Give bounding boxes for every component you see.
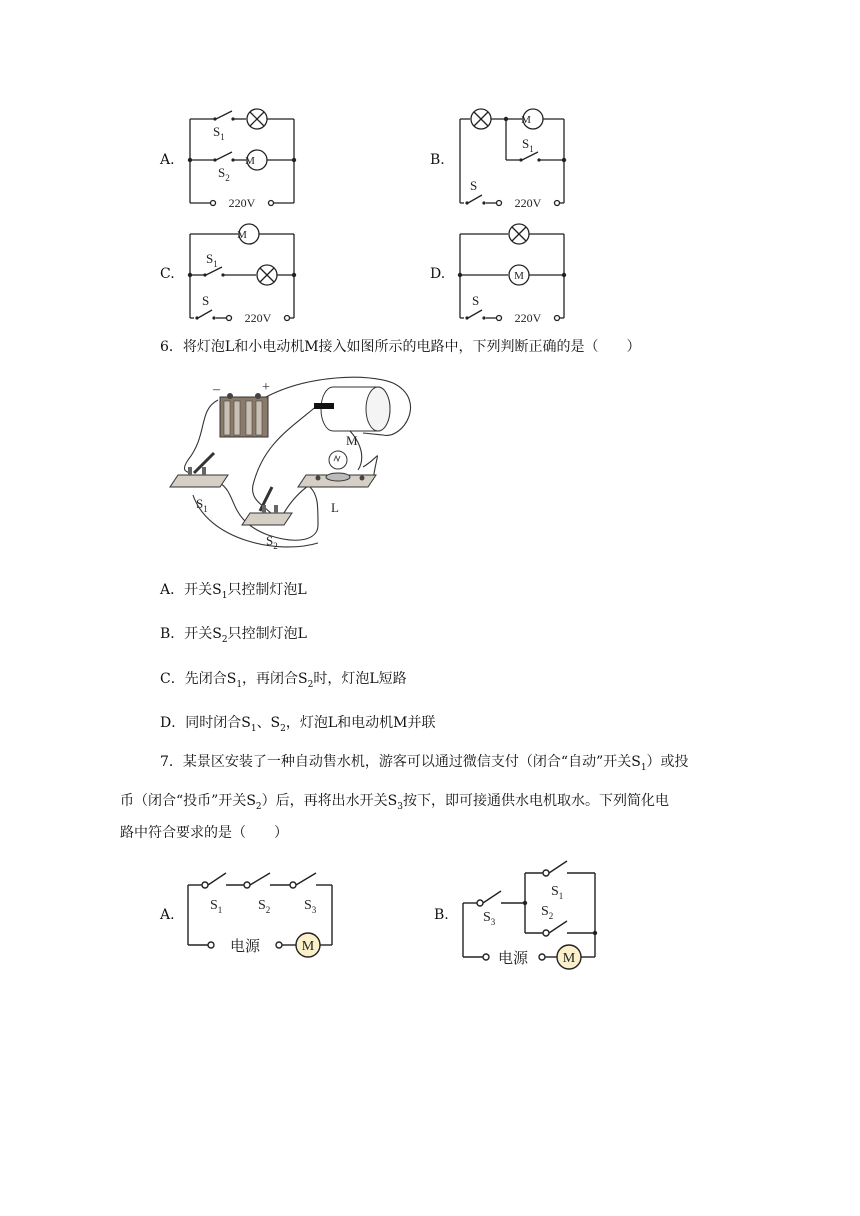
switch-s1-icon xyxy=(170,453,228,487)
switch-s-label: S xyxy=(470,178,478,193)
option-subscript: 1 xyxy=(250,723,257,734)
switch-s1-label: $S_1$ xyxy=(210,898,223,915)
circuit-diagram-a xyxy=(180,105,310,217)
option-subscript: 2 xyxy=(221,634,228,645)
option-text: C．先闭合S xyxy=(160,671,237,687)
question-7-stem-line1: 7．某景区安装了一种自动售水机，游客可以通过微信支付（闭合“自动”开关$S_1$）或投 xyxy=(160,754,689,773)
option-subscript: 2 xyxy=(307,679,314,690)
voltage-label: 220V xyxy=(514,311,542,325)
battery-icon xyxy=(220,393,268,437)
option-subscript: 2 xyxy=(280,723,286,734)
q6-option-a[interactable] xyxy=(160,580,307,606)
option-letter: A. xyxy=(160,907,175,923)
option-letter: D. xyxy=(430,266,446,282)
q6-option-c[interactable] xyxy=(160,669,407,695)
switch-s1-label: $S_1$ xyxy=(551,884,564,901)
voltage-label: 220V xyxy=(514,196,542,210)
switch-s1-label: $S_1$ xyxy=(206,251,218,269)
option-letter: C. xyxy=(160,266,175,282)
circuit-diagram-b xyxy=(450,105,580,217)
circuit-diagram-c xyxy=(180,220,310,332)
q7-circuit-b xyxy=(455,855,610,970)
motor-icon xyxy=(314,387,390,431)
q6-option-d[interactable] xyxy=(160,713,436,739)
q7-circuit-a xyxy=(180,865,340,965)
switch-s1-label: $S_1$ xyxy=(522,136,534,154)
battery-positive-label: + xyxy=(262,380,270,395)
voltage-label: 220V xyxy=(228,196,256,210)
battery-negative-label: – xyxy=(213,382,220,397)
option-text: D．同时闭合S xyxy=(160,715,251,731)
switch-s2-label: $S_2$ xyxy=(258,898,271,915)
option-text: A．开关S xyxy=(160,582,222,598)
q6-physical-circuit-figure xyxy=(168,375,413,555)
option-text: 时，灯泡L短路 xyxy=(313,671,407,687)
question-7-stem-line2: 币（闭合“投币”开关$S_2$）后，再将出水开关$S_3$按下，即可接通供水电机取水。下列简化电 xyxy=(120,793,669,812)
lamp-icon xyxy=(298,451,376,487)
q6-option-b[interactable] xyxy=(160,624,307,650)
option-subscript: 1 xyxy=(221,590,228,601)
motor-symbol: M xyxy=(514,270,524,282)
switch-s1-label: $S_1$ xyxy=(196,496,208,514)
option-subscript: 1 xyxy=(236,679,243,690)
power-source-label: 电源 xyxy=(229,937,261,955)
option-letter: A. xyxy=(160,152,175,168)
switch-s2-label: $S_2$ xyxy=(266,533,278,551)
option-letter: B. xyxy=(434,907,449,923)
motor-label: M xyxy=(301,939,315,954)
switch-s2-label: $S_2$ xyxy=(541,904,554,921)
option-text: B．开关S xyxy=(160,626,222,642)
motor-symbol: M xyxy=(245,155,255,167)
question-6-stem: 6．将灯泡L和小电动机M接入如图所示的电路中，下列判断正确的是（ ） xyxy=(160,339,641,355)
question-7-stem-line3: 路中符合要求的是（ ） xyxy=(120,825,288,841)
switch-s3-label: $S_3$ xyxy=(483,910,496,927)
motor-symbol: M xyxy=(521,114,531,126)
option-text: ，灯泡L和电动机M并联 xyxy=(285,715,436,731)
option-letter: B. xyxy=(430,152,445,168)
option-text: 、S xyxy=(256,715,281,731)
motor-label: M xyxy=(562,951,576,966)
option-text: 只控制灯泡L xyxy=(227,626,307,642)
switch-s1-label: $S_1$ xyxy=(213,124,225,142)
circuit-diagram-d xyxy=(450,220,580,332)
power-source-label: 电源 xyxy=(497,949,529,967)
voltage-label: 220V xyxy=(244,311,272,325)
motor-symbol: M xyxy=(237,229,247,241)
switch-s3-label: $S_3$ xyxy=(304,898,317,915)
switch-s2-icon xyxy=(242,487,292,525)
option-text: 只控制灯泡L xyxy=(227,582,307,598)
motor-label: M xyxy=(346,433,358,448)
switch-s-label: S xyxy=(202,293,210,308)
switch-s-label: S xyxy=(472,293,480,308)
option-text: ，再闭合S xyxy=(242,671,308,687)
lamp-label: L xyxy=(331,500,339,515)
switch-s2-label: $S_2$ xyxy=(218,165,230,183)
